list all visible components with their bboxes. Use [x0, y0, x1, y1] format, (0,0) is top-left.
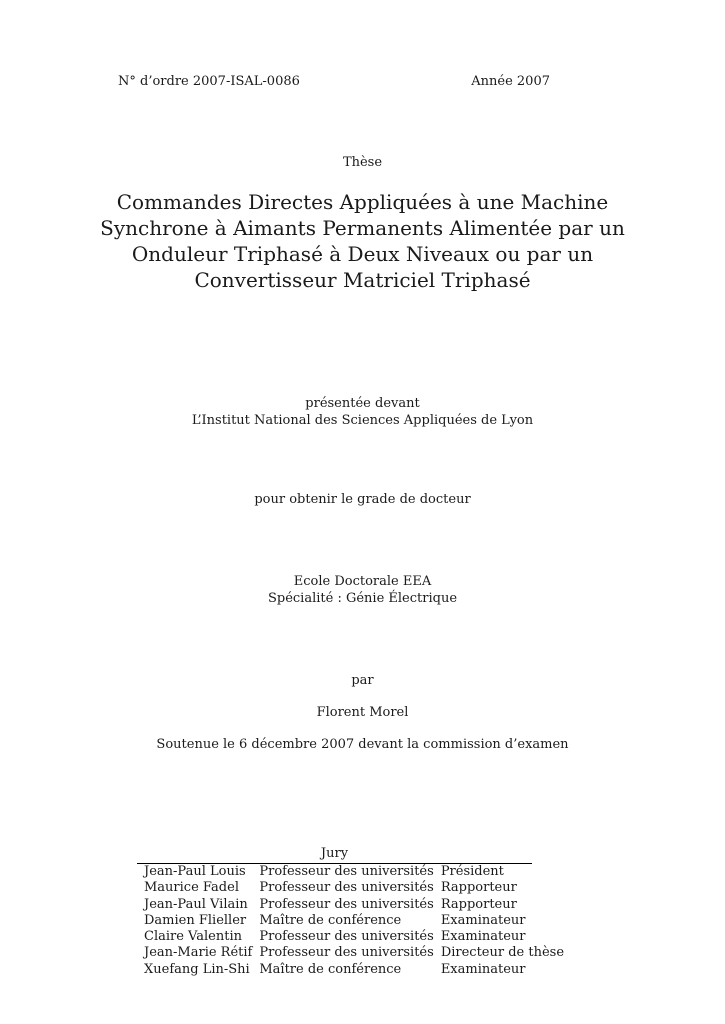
jury-member-role: Rapporteur: [440, 896, 517, 912]
jury-row: [137, 897, 564, 913]
jury-member-title: Maître de conférence: [259, 961, 402, 977]
defense-date: Soutenue le 6 décembre 2007 devant la commission d’examen: [156, 737, 569, 752]
school-name: Ecole Doctorale EEA: [293, 574, 432, 589]
title-line: Onduleur Triphasé à Deux Niveaux ou par un: [131, 242, 594, 266]
author-name: Florent Morel: [316, 705, 409, 720]
thesis-title: [0, 189, 725, 293]
jury-member-title: Professeur des universités: [259, 945, 434, 961]
jury-member-name: Xuefang Lin-Shi: [144, 961, 250, 977]
jury-member-name: Jean-Paul Louis: [144, 864, 246, 879]
jury-title: Jury: [137, 846, 532, 864]
jury-member-role: Examinateur: [440, 912, 526, 928]
jury-row: [137, 880, 564, 896]
jury-member-title: Maître de conférence: [259, 912, 402, 928]
title-line: Synchrone à Aimants Permanents Alimentée par un: [100, 216, 625, 240]
jury-member-role: Directeur de thèse: [440, 945, 565, 961]
jury-member-title: Professeur des universités: [259, 880, 434, 896]
jury-member-title: Professeur des universités: [259, 896, 434, 912]
jury-row: [137, 913, 564, 929]
jury-member-role: Examinateur: [440, 961, 526, 977]
jury-row: [137, 945, 564, 961]
jury-member-role: Président: [440, 864, 504, 879]
jury-row: [137, 929, 564, 945]
year: Année 2007: [471, 74, 550, 89]
jury-member-name: Maurice Fadel: [144, 880, 239, 896]
jury-member-name: Jean-Paul Vilain: [144, 896, 248, 912]
jury-row: [137, 962, 564, 978]
presented-before: [0, 395, 725, 429]
title-line: Convertisseur Matriciel Triphasé: [194, 268, 531, 292]
jury-member-name: Claire Valentin: [144, 929, 242, 945]
jury-member-role: Rapporteur: [440, 880, 517, 896]
by-label: par: [351, 673, 374, 688]
jury-member-title: Professeur des universités: [259, 864, 434, 879]
degree-purpose: pour obtenir le grade de docteur: [254, 492, 471, 507]
jury-member-title: Professeur des universités: [259, 929, 434, 945]
jury-member-role: Examinateur: [440, 929, 526, 945]
presented-label: présentée devant: [305, 396, 420, 411]
speciality: Spécialité : Génie Électrique: [267, 591, 458, 606]
title-line: Commandes Directes Appliquées à une Machine: [116, 190, 609, 214]
order-number: N° d’ordre 2007-ISAL-0086: [118, 74, 300, 89]
doctoral-school: [0, 573, 725, 607]
institution-name: L’Institut National des Sciences Appliquées de Lyon: [191, 413, 534, 428]
jury-section: [137, 846, 565, 978]
jury-member-name: Damien Flieller: [144, 912, 247, 928]
jury-row: [137, 864, 564, 880]
jury-member-name: Jean-Marie Rétif: [144, 945, 253, 961]
thesis-label: Thèse: [342, 155, 383, 170]
jury-table: [137, 864, 564, 978]
